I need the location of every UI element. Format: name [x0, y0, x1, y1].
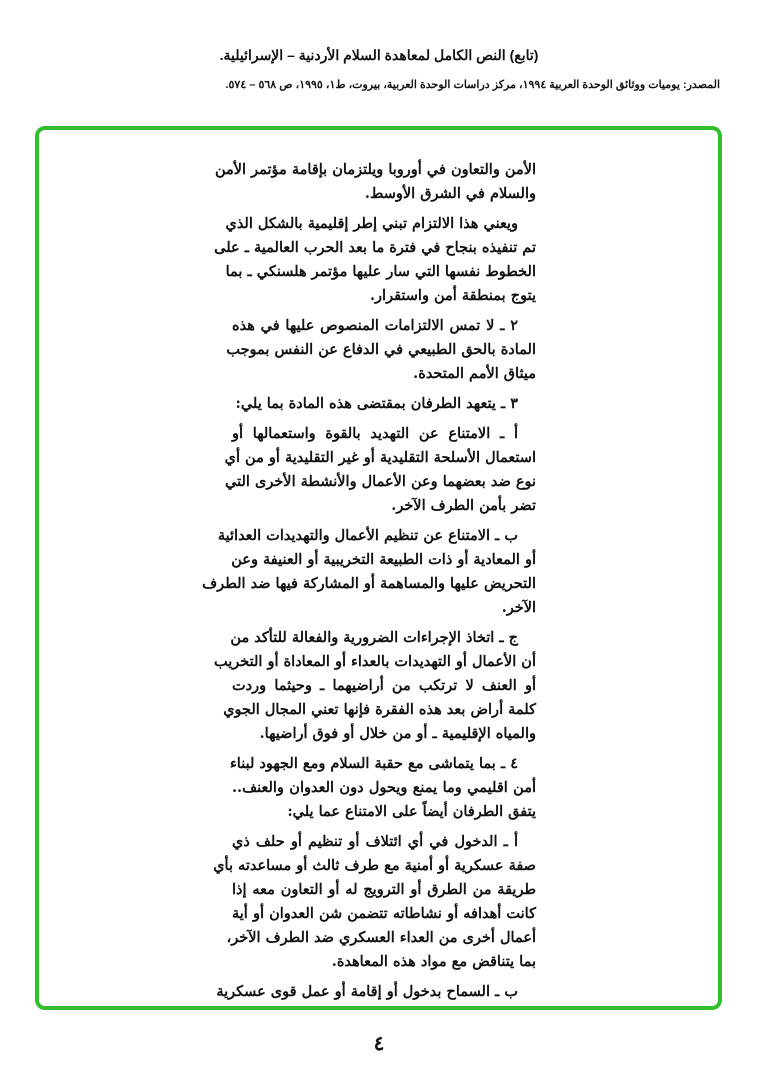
text-line: بما يتناقض مع مواد هذه المعاهدة.	[331, 953, 536, 970]
page-number: ٤	[373, 1031, 385, 1055]
text-line: تضر بأمن الطرف الآخر.	[391, 497, 536, 514]
text-line: أ ـ الامتناع عن التهديد بالقوة واستعمالها أو	[232, 425, 518, 442]
paragraph	[216, 980, 536, 1004]
paragraph	[214, 626, 536, 746]
text-line: يتوج بمنطقة أمن واستقرار.	[369, 287, 536, 304]
text-line: أو العنف لا ترتكب من أراضيهما ـ وحيثما وردت	[232, 677, 536, 694]
article-text-column	[202, 158, 536, 1010]
text-line: الخطوط نفسها التي سار عليها مؤتمر هلسنكي ـ بما	[225, 263, 536, 280]
text-line: كلمة أراض بعد هذه الفقرة فإنها تعني المجال الجوي	[223, 701, 536, 718]
text-line: كانت أهدافه أو نشاطاته تتضمن شن العدوان أو أية	[232, 905, 536, 922]
text-line: الأمن والتعاون في أوروبا ويلتزمان بإقامة مؤتمر الأمن	[214, 161, 536, 178]
text-line: ٣ ـ يتعهد الطرفان بمقتضى هذه المادة بما يلي:	[235, 395, 518, 412]
text-line: طريقة من الطرق أو الترويج له أو التعاون معه إذا	[232, 881, 536, 898]
paragraph	[213, 830, 536, 974]
text-line: أو المعادية أو ذات الطبيعة التخريبية أو العنيفة وعن	[231, 551, 536, 568]
text-line: ب ـ السماح بدخول أو إقامة أو عمل قوى عسكرية	[216, 983, 518, 1000]
paragraph	[229, 752, 536, 824]
paragraph	[224, 422, 536, 518]
paragraph	[226, 314, 536, 386]
text-line: يتفق الطرفان أيضاً على الامتناع عما يلي:	[287, 803, 536, 820]
text-line: ويعني هذا الالتزام تبني إطر إقليمية بالشكل الذي	[225, 215, 518, 232]
text-line: ميثاق الأمم المتحدة.	[413, 365, 536, 382]
text-line: أن الأعمال أو التهديدات بالعداء أو المعاداة أو التخريب	[214, 653, 536, 670]
text-line: التحريض عليها والمساهمة أو المشاركة فيها ضد الطرف	[202, 575, 536, 592]
paragraph	[232, 392, 536, 416]
text-line: المادة بالحق الطبيعي في الدفاع عن النفس بموجب	[226, 341, 536, 358]
text-line: استعمال الأسلحة التقليدية أو غير التقليدية أو من أي	[224, 449, 536, 466]
text-line: أعمال أخرى من العداء العسكري ضد الطرف الآخر،	[226, 929, 536, 946]
text-line: ج ـ اتخاذ الإجراءات الضرورية والفعالة للتأكد من	[230, 629, 518, 646]
text-line: ٢ ـ لا تمس الالتزامات المنصوص عليها في هذه	[232, 317, 518, 334]
paragraph	[202, 524, 536, 620]
document-title: (تابع) النص الكامل لمعاهدة السلام الأردنية – الإسرائيلية.	[219, 47, 539, 63]
text-line: نوع ضد بعضهما وعن الأعمال والأنشطة الأخرى التي	[225, 473, 536, 490]
text-line: تم تنفيذه بنجاح في فترة ما بعد الحرب العالمية ـ على	[214, 239, 536, 256]
text-line: والسلام في الشرق الأوسط.	[364, 185, 536, 202]
text-line: أ ـ الدخول في أي ائتلاف أو تنظيم أو حلف ذي	[232, 833, 518, 850]
text-line: أمن اقليمي وما يمنع ويحول دون العدوان والعنف..	[232, 779, 536, 796]
paragraph	[214, 158, 536, 206]
source-citation: المصدر: يوميات ووثائق الوحدة العربية ١٩٩٤، مركز دراسات الوحدة العربية، بيروت، ط١، ١٩٩٥، ص ٥٦٨ – ٥٧٤.	[225, 79, 720, 91]
text-line: صفة عسكرية أو أمنية مع طرف ثالث أو مساعدته بأي	[213, 857, 536, 874]
text-line: الآخر.	[501, 599, 536, 616]
text-line: ب ـ الامتناع عن تنظيم الأعمال والتهديدات العدائية	[217, 527, 518, 544]
text-line: ٤ ـ بما يتماشى مع حقبة السلام ومع الجهود لبناء	[229, 755, 518, 772]
text-line: والمياه الإقليمية ـ أو من خلال أو فوق أراضيها.	[259, 725, 536, 742]
paragraph	[214, 212, 536, 308]
